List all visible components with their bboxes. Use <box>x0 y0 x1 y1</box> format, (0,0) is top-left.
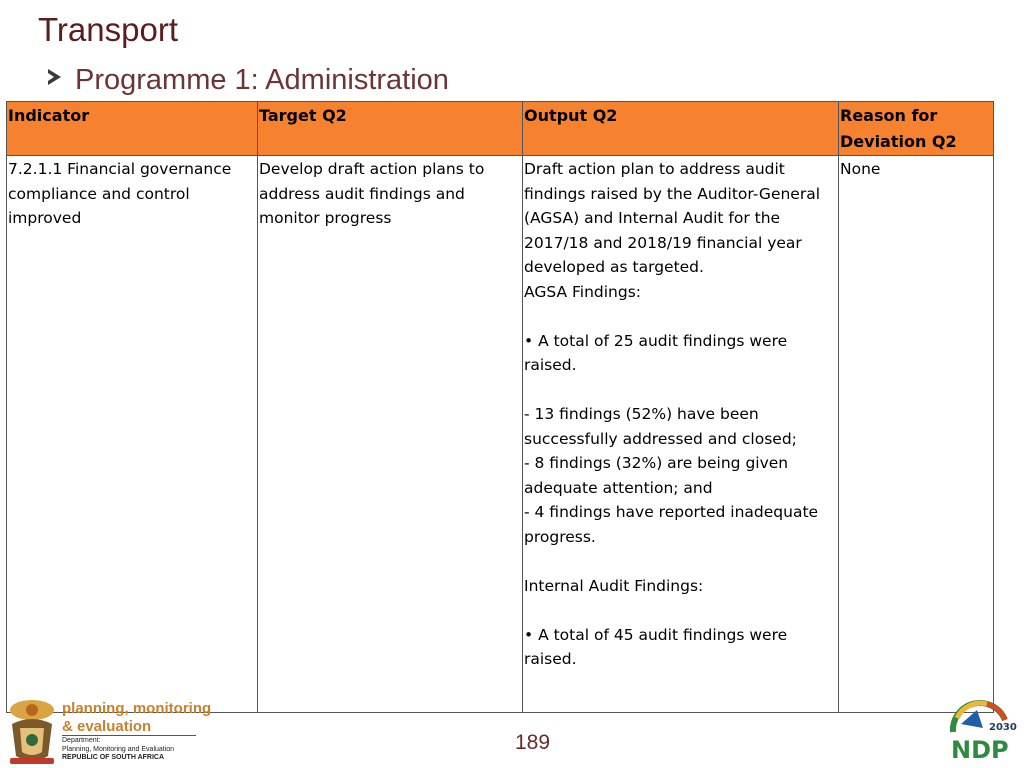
page-number: 189 <box>515 731 551 754</box>
subtitle-text: Programme 1: Administration <box>75 64 449 96</box>
pme-logo-text <box>62 700 211 736</box>
header-indicator: Indicator <box>7 102 258 156</box>
ndp-label: NDP <box>951 736 1009 764</box>
report-table <box>6 101 994 713</box>
dept-line2: Planning, Monitoring and Evaluation <box>62 745 175 753</box>
cell-reason: None <box>839 156 994 713</box>
cell-indicator: 7.2.1.1 Financial governance compliance and control improved <box>7 156 258 713</box>
ndp-2030-logo <box>947 698 1017 764</box>
dept-line3: REPUBLIC OF SOUTH AFRICA <box>62 754 165 761</box>
cell-target: Develop draft action plans to address audit findings and monitor progress <box>258 156 523 713</box>
arrow-bullet-icon <box>48 69 61 85</box>
pme-logo-line1: planning, monitoring <box>62 700 212 717</box>
table-row <box>7 156 994 713</box>
dept-line1: Department: <box>62 737 101 744</box>
cell-output: Draft action plan to address audit findings raised by the Auditor-General (AGSA) and Internal Audit for the 2017/18 and 2018/19 financial year developed as targeted. AGSA Findings: • A total of 25 audit findings were raised. - 13 findings (52%) have been successfully addressed and closed; - 8 findings (32%) are being given adequate attention; and - 4 findings have reported inadequate progress. Internal Audit Findings: • A total of 45 audit findings were raised. <box>523 156 839 713</box>
pme-logo-line2: & evaluation <box>62 718 152 735</box>
header-target-q2: Target Q2 <box>258 102 523 156</box>
slide-title: Transport <box>38 11 178 48</box>
ndp-year: 2030 <box>989 722 1017 733</box>
coat-of-arms-logo <box>2 696 62 768</box>
department-text <box>62 737 174 763</box>
table-header-row <box>7 102 994 156</box>
slide-subtitle <box>48 60 449 100</box>
logo-divider <box>62 735 196 736</box>
header-reason-deviation: Reason for Deviation Q2 <box>839 102 994 156</box>
header-output-q2: Output Q2 <box>523 102 839 156</box>
